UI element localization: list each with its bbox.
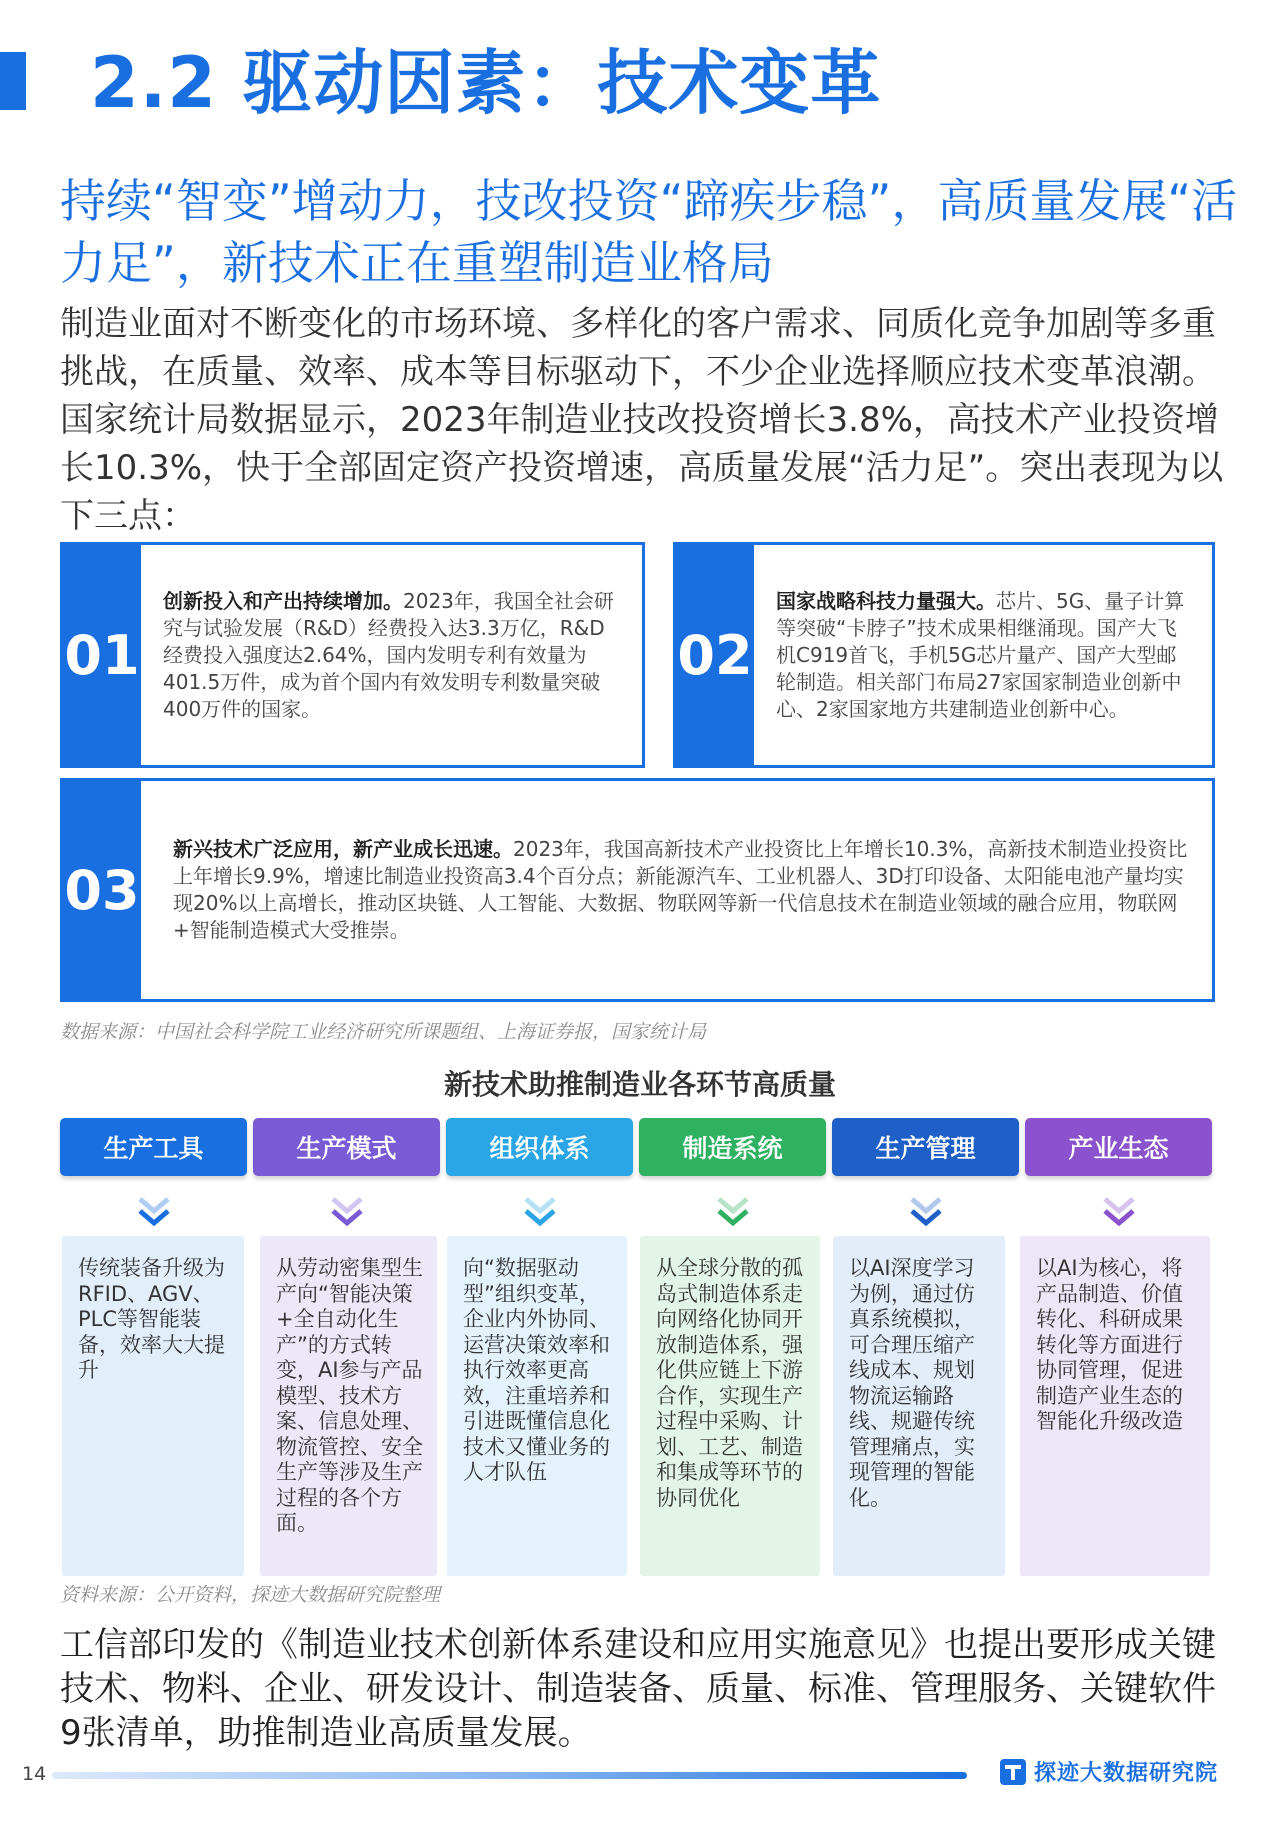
card-title: 国家战略科技力量强大。 — [776, 588, 996, 613]
headline: 持续“智变”增动力，技改投资“蹄疾步稳”，高质量发展“活力足”，新技术正在重塑制造业格局 — [60, 174, 1238, 290]
card-body — [163, 545, 624, 765]
page-number: 14 — [22, 1763, 47, 1785]
card-body — [173, 781, 1194, 999]
card-title: 新兴技术广泛应用，新产业成长迅速。 — [173, 837, 513, 861]
card-description: 2023年，我国高新技术产业投资比上年增长10.3%，高新技术制造业投资比上年增长9.9%，增速比制造业投资高3.4个百分点；新能源汽车、工业机器人、3D打印设备、太阳能电池产量均实现20%以上高增长，推动区块链、人工智能、大数据、物联网等新一代信息技术在制造业领域的融合应用，物联网+智能制造模式大受推崇。 — [173, 837, 1188, 942]
brand-logo-icon — [1000, 1759, 1026, 1785]
category-tab: 产业生态 — [1025, 1118, 1212, 1176]
chevron-down-icon — [715, 1193, 751, 1233]
intro-paragraph: 制造业面对不断变化的市场环境、多样化的客户需求、同质化竞争加剧等多重挑战，在质量、效率、成本等目标驱动下，不少企业选择顺应技术变革浪潮。国家统计局数据显示，2023年制造业技改投资增长3.8%，高技术产业投资增长10.3%，快于全部固定资产投资增速，高质量发展“活力足”。突出表现为以下三点： — [60, 304, 1224, 536]
conclusion-paragraph: 工信部印发的《制造业技术创新体系建设和应用实施意见》也提出要形成关键技术、物料、企业、研发设计、制造装备、质量、标准、管理服务、关键软件9张清单，助推制造业高质量发展。 — [60, 1625, 1216, 1753]
card-number: 02 — [676, 545, 754, 765]
chevron-down-icon — [136, 1193, 172, 1233]
card-description: 2023年，我国全社会研究与试验发展（R&D）经费投入达3.3万亿，R&D经费投入强度达2.64%，国内发明专利有效量为401.5万件，成为首个国内有效发明专利数量突破400万件的国家。 — [163, 588, 614, 721]
highlight-card-01 — [60, 542, 645, 768]
footer-divider — [52, 1772, 967, 1779]
highlight-card-03 — [60, 778, 1215, 1002]
category-description: 从全球分散的孤岛式制造体系走向网络化协同开放制造体系，强化供应链上下游合作，实现生产过程中采购、计划、工艺、制造和集成等环节的协同优化 — [640, 1236, 820, 1576]
title-accent-bar — [0, 52, 26, 110]
page-title: 2.2 驱动因素：技术变革 — [90, 42, 882, 124]
category-tab: 生产模式 — [253, 1118, 440, 1176]
chevron-down-icon — [1101, 1193, 1137, 1233]
card-number: 03 — [63, 781, 141, 999]
category-description: 传统装备升级为RFID、AGV、PLC等智能装备，效率大大提升 — [62, 1236, 244, 1576]
category-description: 从劳动密集型生产向“智能决策+全自动化生产”的方式转变，AI参与产品模型、技术方案、信息处理、物流管控、安全生产等涉及生产过程的各个方面。 — [260, 1236, 437, 1576]
category-tab: 生产管理 — [832, 1118, 1019, 1176]
brand — [1000, 1756, 1218, 1787]
diagram-title: 新技术助推制造业各环节高质量 — [443, 1068, 836, 1101]
category-tab: 生产工具 — [60, 1118, 247, 1176]
category-description: 向“数据驱动型”组织变革，企业内外协同、运营决策效率和执行效率更高效，注重培养和引进既懂信息化技术又懂业务的人才队伍 — [447, 1236, 627, 1576]
card-title: 创新投入和产出持续增加。 — [163, 588, 403, 613]
card-description: 芯片、5G、量子计算等突破“卡脖子”技术成果相继涌现。国产大飞机C919首飞，手机5G芯片量产、国产大型邮轮制造。相关部门布局27家国家制造业创新中心、2家国家地方共建制造业创新中心。 — [776, 588, 1185, 721]
card-number: 01 — [63, 545, 141, 765]
chevron-down-icon — [522, 1193, 558, 1233]
highlight-card-02 — [673, 542, 1215, 768]
chevron-down-icon — [329, 1193, 365, 1233]
card-body — [776, 545, 1194, 765]
data-source-note: 数据来源：中国社会科学院工业经济研究所课题组、上海证券报，国家统计局 — [60, 1021, 707, 1043]
category-description: 以AI深度学习为例，通过仿真系统模拟，可合理压缩产线成本、规划物流运输路线、规避传统管理痛点，实现管理的智能化。 — [833, 1236, 1005, 1576]
chevron-down-icon — [908, 1193, 944, 1233]
category-description: 以AI为核心，将产品制造、价值转化、科研成果转化等方面进行协同管理，促进制造产业生态的智能化升级改造 — [1020, 1236, 1210, 1576]
category-tab: 制造系统 — [639, 1118, 826, 1176]
brand-name: 探迹大数据研究院 — [1034, 1761, 1219, 1786]
category-tab: 组织体系 — [446, 1118, 633, 1176]
diagram-source-note: 资料来源：公开资料，探迹大数据研究院整理 — [60, 1584, 441, 1606]
